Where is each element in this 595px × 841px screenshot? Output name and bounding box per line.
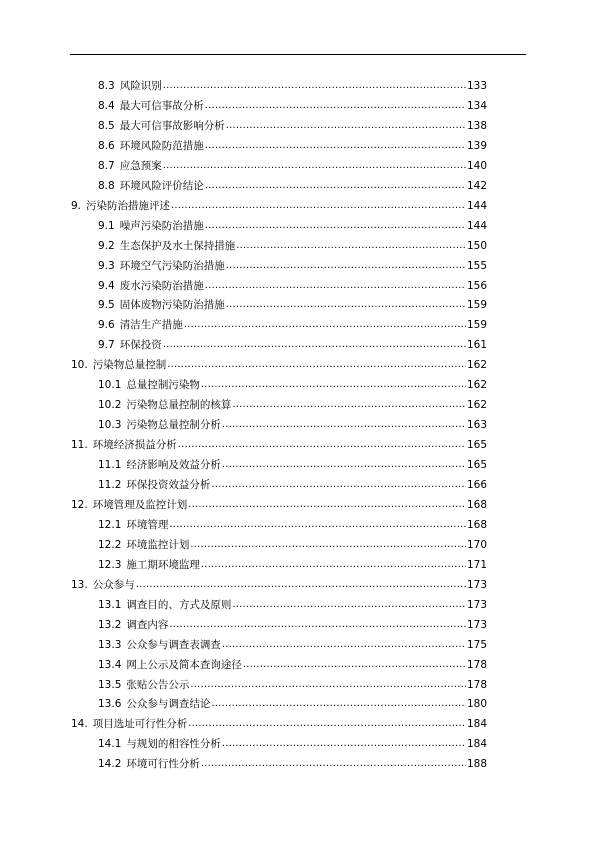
toc-entry-number: 8.7 bbox=[98, 159, 115, 172]
toc-entry[interactable] bbox=[98, 312, 487, 332]
toc-entry-number: 14.2 bbox=[98, 758, 122, 771]
toc-entry[interactable] bbox=[98, 691, 487, 711]
toc-dot-leader bbox=[222, 737, 466, 751]
toc-dot-leader bbox=[232, 598, 466, 612]
toc-entry-number: 12.1 bbox=[98, 518, 122, 531]
toc-entry[interactable] bbox=[98, 372, 487, 392]
toc-entry[interactable] bbox=[98, 612, 487, 632]
toc-entry-title: 经济影响及效益分析 bbox=[126, 459, 221, 472]
toc-entry[interactable] bbox=[71, 193, 487, 213]
toc-entry-title: 环境管理 bbox=[126, 518, 169, 531]
toc-entry-title: 环保投资 bbox=[119, 339, 162, 352]
toc-entry-page-number: 165 bbox=[466, 459, 487, 472]
toc-entry-title: 固体废物污染防治措施 bbox=[119, 299, 225, 312]
toc-entry-title: 公众参与 bbox=[92, 578, 135, 591]
toc-entry-number: 12.2 bbox=[98, 538, 122, 551]
toc-dot-leader bbox=[201, 757, 466, 771]
toc-entry[interactable] bbox=[71, 572, 487, 592]
toc-entry-number: 10. bbox=[71, 359, 88, 372]
toc-entry-title: 废水污染防治措施 bbox=[119, 279, 204, 292]
toc-entry-number: 8.4 bbox=[98, 99, 115, 112]
toc-entry-page-number: 162 bbox=[466, 359, 487, 372]
toc-dot-leader bbox=[169, 518, 466, 532]
toc-dot-leader bbox=[163, 79, 466, 93]
toc-entry-number: 12.3 bbox=[98, 558, 122, 571]
toc-entry-page-number: 161 bbox=[466, 339, 487, 352]
toc-entry-page-number: 170 bbox=[466, 538, 487, 551]
toc-entry[interactable] bbox=[98, 452, 487, 472]
toc-entry-title: 项目选址可行性分析 bbox=[92, 718, 188, 731]
toc-entry-page-number: 133 bbox=[466, 80, 487, 92]
toc-entry-page-number: 168 bbox=[466, 498, 487, 511]
toc-entry-title: 调查目的、方式及原则 bbox=[126, 598, 232, 611]
toc-entry-number: 14.1 bbox=[98, 738, 122, 751]
toc-entry[interactable] bbox=[98, 632, 487, 652]
toc-entry-page-number: 142 bbox=[466, 179, 487, 192]
toc-entry-title: 公众参与调查结论 bbox=[126, 698, 211, 711]
toc-entry-page-number: 156 bbox=[466, 279, 487, 292]
toc-dot-leader bbox=[211, 478, 466, 492]
toc-dot-leader bbox=[205, 179, 466, 193]
toc-dot-leader bbox=[205, 279, 466, 293]
toc-entry-page-number: 159 bbox=[466, 319, 487, 332]
toc-entry-number: 9.3 bbox=[98, 259, 115, 272]
toc-entry[interactable] bbox=[98, 292, 487, 312]
toc-entry-title: 施工期环境监理 bbox=[126, 558, 200, 571]
toc-entry[interactable] bbox=[98, 133, 487, 153]
toc-entry[interactable] bbox=[71, 711, 487, 731]
toc-entry-title: 调查内容 bbox=[126, 618, 169, 631]
toc-entry-number: 8.8 bbox=[98, 179, 115, 192]
toc-dot-leader bbox=[190, 538, 466, 552]
toc-entry-title: 污染物总量控制分析 bbox=[126, 419, 221, 432]
toc-entry-number: 9. bbox=[71, 199, 82, 212]
toc-entry-number: 13.4 bbox=[98, 658, 122, 671]
toc-entry[interactable] bbox=[98, 153, 487, 173]
toc-entry-page-number: 162 bbox=[466, 399, 487, 412]
toc-dot-leader bbox=[188, 498, 466, 512]
toc-entry-title: 生态保护及水土保持措施 bbox=[119, 239, 236, 252]
toc-entry[interactable] bbox=[71, 432, 487, 452]
toc-entry-title: 环境管理及监控计划 bbox=[92, 498, 188, 511]
toc-dot-leader bbox=[167, 358, 466, 372]
toc-entry-number: 8.3 bbox=[98, 80, 115, 92]
toc-entry-number: 11.1 bbox=[98, 459, 122, 472]
toc-entry[interactable] bbox=[98, 592, 487, 612]
toc-entry-number: 9.6 bbox=[98, 319, 115, 332]
toc-entry-page-number: 134 bbox=[466, 99, 487, 112]
toc-entry-page-number: 150 bbox=[466, 239, 487, 252]
toc-entry-page-number: 184 bbox=[466, 718, 487, 731]
toc-entry[interactable] bbox=[98, 233, 487, 253]
toc-entry-title: 与规划的相容性分析 bbox=[126, 738, 221, 751]
toc-entry[interactable] bbox=[98, 392, 487, 412]
toc-entry-page-number: 173 bbox=[466, 598, 487, 611]
toc-entry-number: 10.2 bbox=[98, 399, 122, 412]
toc-entry-number: 9.7 bbox=[98, 339, 115, 352]
toc-entry[interactable] bbox=[98, 73, 487, 93]
toc-entry-title: 公众参与调查表调查 bbox=[126, 638, 221, 651]
toc-entry-page-number: 168 bbox=[466, 518, 487, 531]
toc-dot-leader bbox=[243, 658, 466, 672]
toc-entry[interactable] bbox=[98, 113, 487, 133]
toc-entry-page-number: 173 bbox=[466, 578, 487, 591]
toc-dot-leader bbox=[205, 219, 466, 233]
toc-entry-page-number: 166 bbox=[466, 479, 487, 491]
toc-entry-page-number: 140 bbox=[466, 159, 487, 172]
toc-entry-number: 8.5 bbox=[98, 119, 115, 132]
toc-entry[interactable] bbox=[98, 751, 487, 771]
toc-dot-leader bbox=[171, 199, 466, 213]
toc-entry-number: 8.6 bbox=[98, 139, 115, 152]
toc-dot-leader bbox=[222, 418, 466, 432]
toc-entry-number: 11. bbox=[71, 439, 88, 452]
toc-entry-title: 环境风险评价结论 bbox=[119, 179, 204, 192]
toc-entry-title: 环境空气污染防治措施 bbox=[119, 259, 225, 272]
toc-dot-leader bbox=[222, 638, 466, 652]
toc-entry-title: 环境可行性分析 bbox=[126, 758, 200, 771]
toc-entry-page-number: 175 bbox=[466, 638, 487, 651]
toc-entry-title: 风险识别 bbox=[119, 80, 162, 92]
toc-entry-title: 环境风险防范措施 bbox=[119, 139, 204, 152]
toc-dot-leader bbox=[226, 259, 466, 273]
toc-dot-leader bbox=[190, 678, 466, 692]
toc-dot-leader bbox=[205, 99, 466, 113]
toc-entry-title: 环保投资效益分析 bbox=[126, 479, 211, 491]
toc-entry-number: 13.5 bbox=[98, 678, 122, 691]
toc-entry-page-number: 165 bbox=[466, 439, 487, 452]
toc-entry-page-number: 178 bbox=[466, 678, 487, 691]
toc-entry-title: 环境监控计划 bbox=[126, 538, 190, 551]
toc-dot-leader bbox=[201, 558, 466, 572]
toc-entry[interactable] bbox=[98, 472, 487, 492]
toc-entry-number: 10.1 bbox=[98, 379, 122, 392]
toc-entry-title: 总量控制污染物 bbox=[126, 379, 200, 392]
toc-entry-number: 9.2 bbox=[98, 239, 115, 252]
toc-entry[interactable] bbox=[98, 173, 487, 193]
toc-entry[interactable] bbox=[98, 332, 487, 352]
toc-entry[interactable] bbox=[98, 213, 487, 233]
toc-entry-page-number: 171 bbox=[466, 558, 487, 571]
toc-entry-title: 网上公示及简本查询途径 bbox=[126, 658, 242, 671]
toc-entry-title: 应急预案 bbox=[119, 159, 162, 172]
toc-dot-leader bbox=[232, 398, 466, 412]
toc-entry-page-number: 159 bbox=[466, 299, 487, 312]
toc-entry[interactable] bbox=[71, 352, 487, 372]
toc-dot-leader bbox=[226, 119, 466, 133]
toc-entry-page-number: 163 bbox=[466, 419, 487, 432]
toc-entry-number: 13.2 bbox=[98, 618, 122, 631]
toc-entry[interactable] bbox=[98, 672, 487, 692]
toc-entry-page-number: 162 bbox=[466, 379, 487, 392]
toc-dot-leader bbox=[163, 159, 466, 173]
toc-dot-leader bbox=[205, 139, 466, 153]
toc-entry-page-number: 173 bbox=[466, 618, 487, 631]
toc-entry-number: 13.3 bbox=[98, 638, 122, 651]
toc-entry-title: 噪声污染防治措施 bbox=[119, 219, 204, 232]
toc-entry[interactable] bbox=[98, 93, 487, 113]
toc-entry-page-number: 144 bbox=[466, 199, 487, 212]
toc-entry-page-number: 184 bbox=[466, 738, 487, 751]
toc-entry[interactable] bbox=[98, 273, 487, 293]
toc-entry[interactable] bbox=[98, 253, 487, 273]
toc-entry-number: 13.6 bbox=[98, 698, 122, 711]
toc-entry-page-number: 155 bbox=[466, 259, 487, 272]
toc-dot-leader bbox=[169, 618, 466, 632]
toc-entry-title: 污染物总量控制的核算 bbox=[126, 399, 232, 412]
toc-entry-title: 环境经济损益分析 bbox=[92, 439, 177, 452]
toc-entry-title: 清洁生产措施 bbox=[119, 319, 183, 332]
toc-dot-leader bbox=[188, 717, 466, 731]
toc-entry-title: 张贴公告公示 bbox=[126, 678, 190, 691]
toc-entry[interactable] bbox=[98, 412, 487, 432]
toc-entry[interactable] bbox=[98, 552, 487, 572]
toc-entry-number: 13.1 bbox=[98, 598, 122, 611]
toc-dot-leader bbox=[236, 239, 466, 253]
toc-entry-number: 10.3 bbox=[98, 419, 122, 432]
toc-entry-number: 9.4 bbox=[98, 279, 115, 292]
toc-entry-number: 12. bbox=[71, 498, 88, 511]
toc-dot-leader bbox=[184, 318, 466, 332]
toc-dot-leader bbox=[136, 578, 466, 592]
toc-entry-number: 11.2 bbox=[98, 479, 122, 491]
toc-dot-leader bbox=[163, 338, 466, 352]
toc-entry-title: 最大可信事故分析 bbox=[119, 99, 204, 112]
toc-dot-leader bbox=[226, 298, 466, 312]
toc-entry[interactable] bbox=[71, 492, 487, 512]
toc-entry-page-number: 144 bbox=[466, 219, 487, 232]
toc-entry-page-number: 188 bbox=[466, 758, 487, 771]
toc-entry-title: 污染物总量控制 bbox=[92, 359, 167, 372]
toc-entry-page-number: 180 bbox=[466, 698, 487, 711]
toc-entry-page-number: 138 bbox=[466, 119, 487, 132]
header-rule bbox=[70, 54, 526, 55]
toc-dot-leader bbox=[211, 697, 466, 711]
toc-entry-number: 14. bbox=[71, 718, 88, 731]
toc-entry-number: 9.1 bbox=[98, 219, 115, 232]
toc-entry-title: 最大可信事故影响分析 bbox=[119, 119, 225, 132]
toc-dot-leader bbox=[178, 438, 466, 452]
toc-entry-title: 污染防治措施评述 bbox=[86, 199, 171, 212]
toc-entry[interactable] bbox=[98, 532, 487, 552]
toc-dot-leader bbox=[201, 378, 466, 392]
toc-entry[interactable] bbox=[98, 652, 487, 672]
toc-entry-page-number: 139 bbox=[466, 139, 487, 152]
toc-entry-number: 13. bbox=[71, 578, 88, 591]
toc-entry-number: 9.5 bbox=[98, 299, 115, 312]
toc-entry[interactable] bbox=[98, 731, 487, 751]
toc-entry[interactable] bbox=[98, 512, 487, 532]
toc-dot-leader bbox=[222, 458, 466, 472]
toc-entry-page-number: 178 bbox=[466, 658, 487, 671]
